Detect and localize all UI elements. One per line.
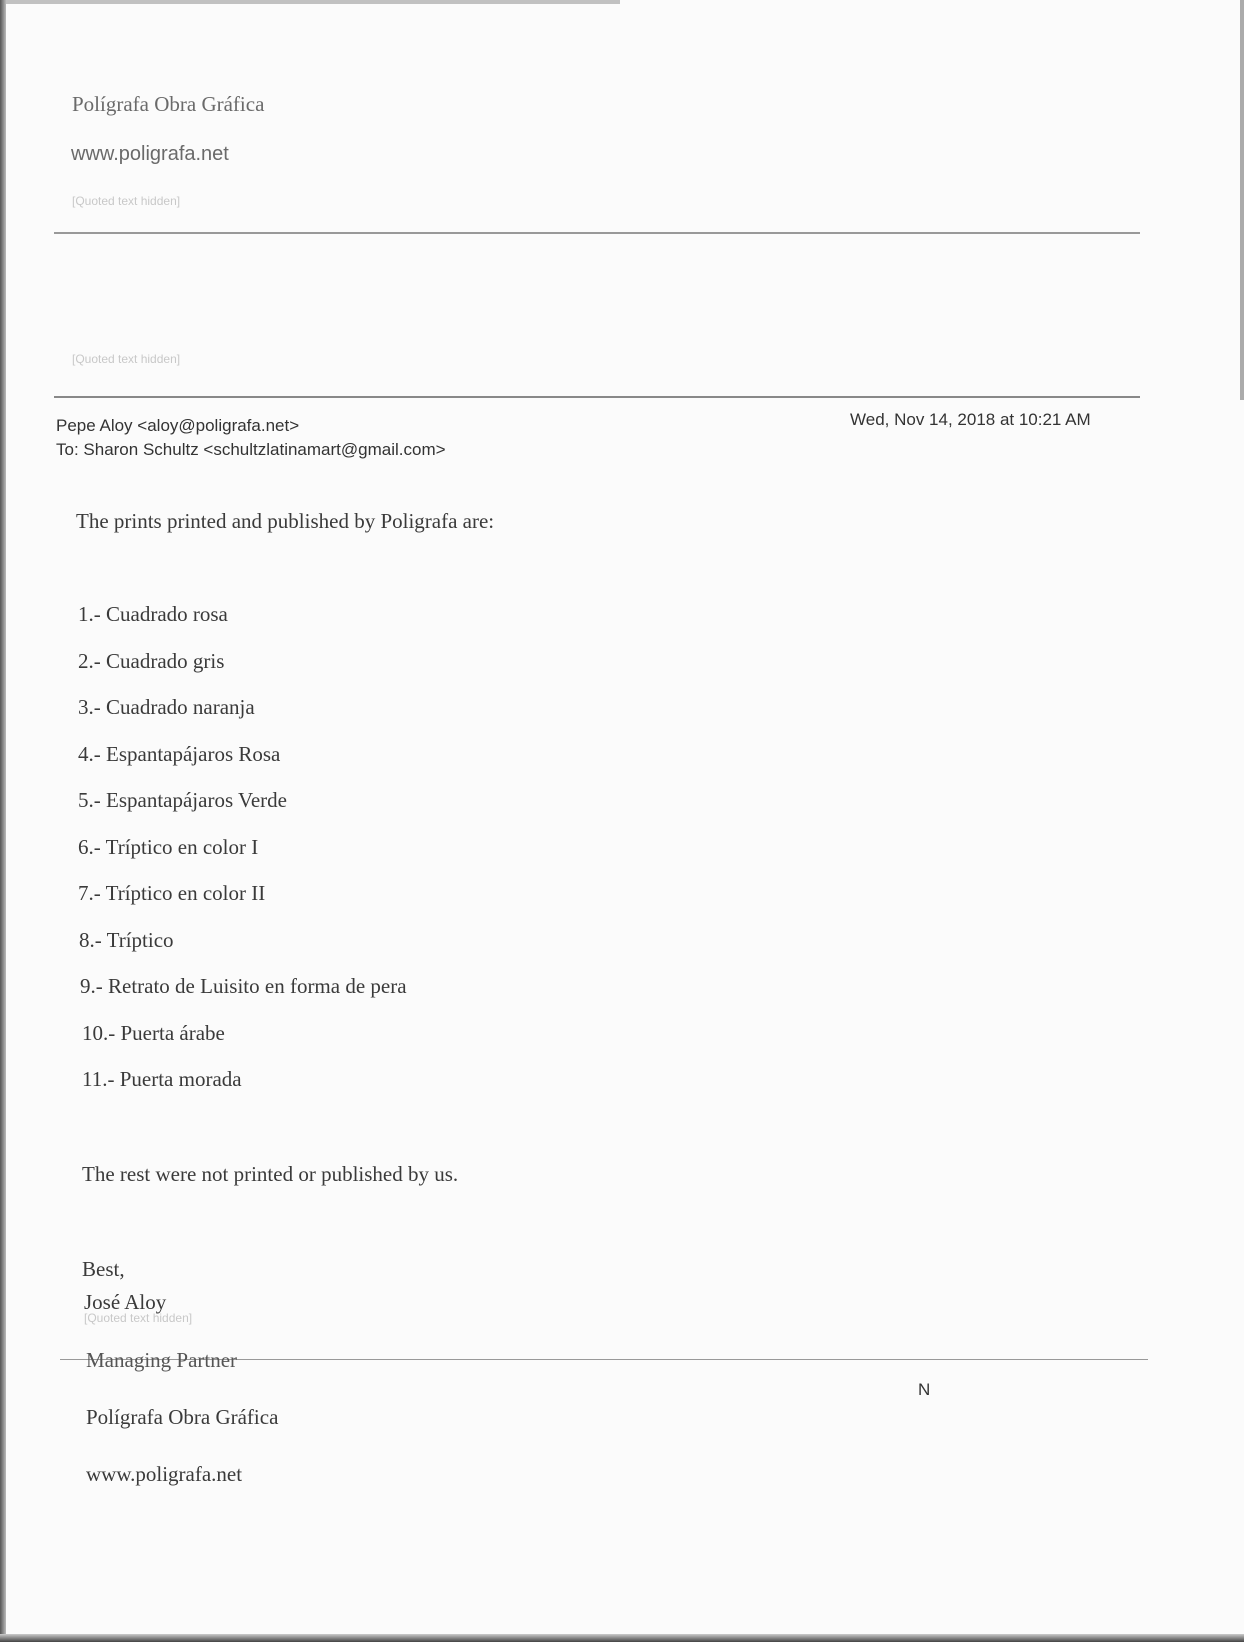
- stray-mark: N: [918, 1380, 931, 1399]
- message-date: Wed, Nov 14, 2018 at 10:21 AM: [850, 410, 1091, 429]
- list-item: 4.- Espantapájaros Rosa: [78, 742, 281, 766]
- divider: [54, 396, 1140, 398]
- quoted-text-toggle[interactable]: [Quoted text hidden]: [84, 1311, 193, 1325]
- recipient: To: Sharon Schultz <schultzlatinamart@gmail.com>: [56, 440, 446, 459]
- message-intro: The prints printed and published by Poligrafa are:: [76, 509, 495, 533]
- list-item: 10.- Puerta árabe: [82, 1021, 225, 1045]
- list-item: 1.- Cuadrado rosa: [78, 602, 228, 626]
- message-closing: The rest were not printed or published by us.: [82, 1162, 459, 1186]
- divider: [54, 232, 1140, 234]
- signature-name: José Aloy: [84, 1290, 167, 1314]
- signature-company: Polígrafa Obra Gráfica: [86, 1405, 279, 1429]
- list-item: 3.- Cuadrado naranja: [78, 695, 255, 719]
- signature-title: Managing Partner: [86, 1348, 238, 1372]
- scan-edge-top: [0, 0, 620, 4]
- quoted-text-toggle[interactable]: [Quoted text hidden]: [72, 352, 181, 366]
- list-item: 2.- Cuadrado gris: [78, 649, 225, 673]
- sender: Pepe Aloy <aloy@poligrafa.net>: [56, 416, 300, 435]
- scan-edge-right: [1240, 0, 1244, 400]
- top-signature-website[interactable]: www.poligrafa.net: [71, 143, 229, 165]
- list-item: 11.- Puerta morada: [82, 1067, 242, 1091]
- list-item: 7.- Tríptico en color II: [78, 881, 266, 905]
- list-item: 9.- Retrato de Luisito en forma de pera: [80, 974, 407, 998]
- list-item: 5.- Espantapájaros Verde: [78, 788, 287, 812]
- list-item: 8.- Tríptico: [79, 928, 174, 952]
- top-signature-company: Polígrafa Obra Gráfica: [72, 92, 265, 116]
- scan-edge-left: [0, 0, 6, 1642]
- signoff: Best,: [82, 1257, 125, 1281]
- list-item: 6.- Tríptico en color I: [78, 835, 259, 859]
- quoted-text-toggle[interactable]: [Quoted text hidden]: [72, 194, 181, 208]
- signature-website[interactable]: www.poligrafa.net: [86, 1462, 243, 1486]
- scan-edge-bottom: [0, 1634, 1244, 1642]
